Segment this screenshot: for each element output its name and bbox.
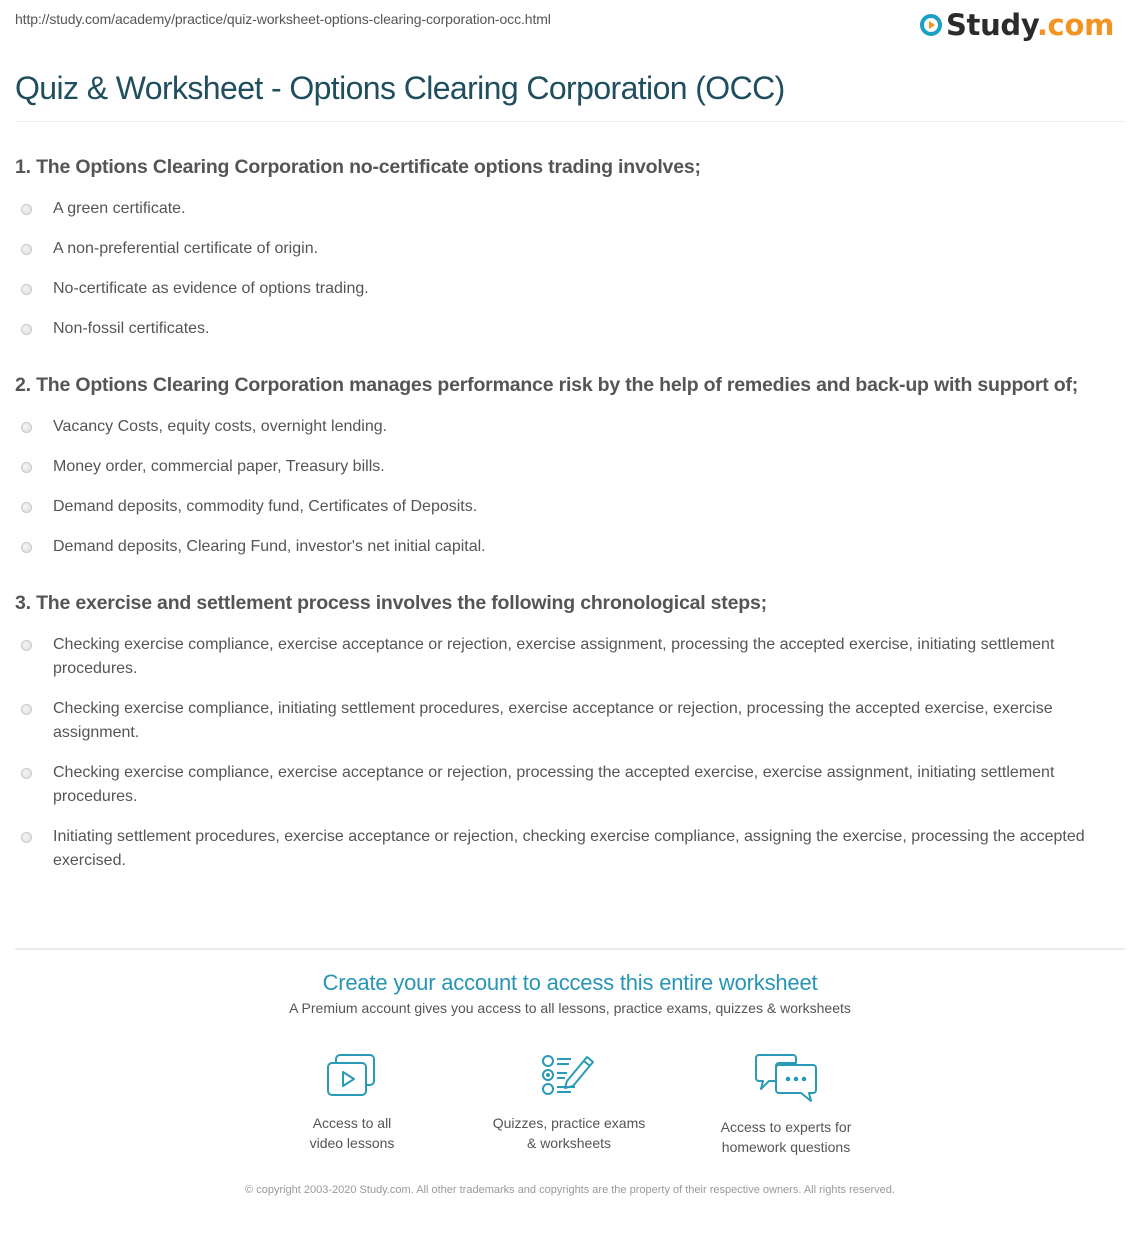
option-label: No-certificate as evidence of options trading. bbox=[53, 280, 369, 297]
answer-option[interactable] bbox=[15, 277, 1110, 301]
answer-option[interactable] bbox=[15, 825, 1110, 873]
option-label: Initiating settlement procedures, exercise acceptance or rejection, checking exercise compliance, assigning the exercise, processing the accepted exercised. bbox=[53, 828, 1085, 869]
chat-bubbles-icon bbox=[755, 1053, 817, 1103]
divider bbox=[15, 948, 1125, 950]
option-label: Non-fossil certificates. bbox=[53, 320, 210, 337]
feature-experts bbox=[686, 1053, 886, 1157]
radio-button[interactable] bbox=[21, 422, 32, 433]
radio-button[interactable] bbox=[21, 502, 32, 513]
radio-button[interactable] bbox=[21, 768, 32, 779]
answer-option[interactable] bbox=[15, 197, 1110, 221]
cta-subtitle: A Premium account gives you access to all lessons, practice exams, quizzes & worksheets bbox=[289, 1000, 851, 1016]
option-label: Demand deposits, commodity fund, Certificates of Deposits. bbox=[53, 498, 478, 515]
answer-option[interactable] bbox=[15, 455, 1110, 479]
option-label: Checking exercise compliance, exercise acceptance or rejection, exercise assignment, processing the accepted exercise, initiating settlement procedures. bbox=[53, 636, 1055, 677]
option-label: Demand deposits, Clearing Fund, investor's net initial capital. bbox=[53, 538, 486, 555]
option-label: A non-preferential certificate of origin. bbox=[53, 240, 319, 257]
page-title: Quiz & Worksheet - Options Clearing Corporation (OCC) bbox=[15, 70, 785, 106]
feature-label: Access to all video lessons bbox=[309, 1115, 395, 1151]
radio-button[interactable] bbox=[21, 832, 32, 843]
answer-option[interactable] bbox=[15, 535, 1110, 559]
play-circle-icon bbox=[920, 14, 942, 36]
radio-button[interactable] bbox=[21, 462, 32, 473]
copyright-notice: © copyright 2003-2020 Study.com. All other trademarks and copyrights are the property of their respective owners. All rights reserved. bbox=[245, 1184, 895, 1196]
logo-text: Study.com bbox=[945, 8, 1114, 42]
divider bbox=[15, 121, 1125, 122]
feature-quizzes bbox=[469, 1053, 669, 1153]
feature-label: Access to experts for homework questions bbox=[720, 1119, 852, 1155]
video-lessons-icon bbox=[326, 1053, 378, 1099]
radio-button[interactable] bbox=[21, 324, 32, 335]
answer-option[interactable] bbox=[15, 495, 1110, 519]
answer-option[interactable] bbox=[15, 761, 1110, 809]
question-3 bbox=[15, 589, 1110, 873]
quiz-checklist-icon bbox=[541, 1053, 597, 1099]
option-label: A green certificate. bbox=[53, 200, 186, 217]
feature-video-lessons bbox=[252, 1053, 452, 1153]
option-label: Vacancy Costs, equity costs, overnight lending. bbox=[53, 418, 388, 435]
create-account-link[interactable]: Create your account to access this entire worksheet bbox=[322, 970, 818, 995]
radio-button[interactable] bbox=[21, 704, 32, 715]
radio-button[interactable] bbox=[21, 244, 32, 255]
option-label: Checking exercise compliance, initiating settlement procedures, exercise acceptance or rejection, processing the accepted exercise, exercise assignment. bbox=[53, 700, 1053, 741]
answer-option[interactable] bbox=[15, 633, 1110, 681]
study-logo[interactable] bbox=[920, 8, 1114, 42]
question-1 bbox=[15, 153, 1110, 341]
question-text: 2. The Options Clearing Corporation manages performance risk by the help of remedies and back-up with support of; bbox=[15, 374, 1079, 396]
option-label: Money order, commercial paper, Treasury bills. bbox=[53, 458, 385, 475]
radio-button[interactable] bbox=[21, 284, 32, 295]
question-text: 1. The Options Clearing Corporation no-certificate options trading involves; bbox=[15, 156, 701, 178]
radio-button[interactable] bbox=[21, 542, 32, 553]
radio-button[interactable] bbox=[21, 640, 32, 651]
option-label: Checking exercise compliance, exercise acceptance or rejection, processing the accepted exercise, exercise assignment, initiating settlement procedures. bbox=[53, 764, 1055, 805]
answer-option[interactable] bbox=[15, 317, 1110, 341]
question-text: 3. The exercise and settlement process involves the following chronological steps; bbox=[15, 592, 767, 614]
page-url: http://study.com/academy/practice/quiz-worksheet-options-clearing-corporation-occ.html bbox=[15, 11, 551, 27]
answer-option[interactable] bbox=[15, 697, 1110, 745]
feature-label: Quizzes, practice exams & worksheets bbox=[492, 1115, 646, 1151]
question-list bbox=[15, 153, 1110, 903]
answer-option[interactable] bbox=[15, 237, 1110, 261]
question-2 bbox=[15, 371, 1110, 559]
answer-option[interactable] bbox=[15, 415, 1110, 439]
signup-cta bbox=[0, 970, 1140, 1016]
radio-button[interactable] bbox=[21, 204, 32, 215]
